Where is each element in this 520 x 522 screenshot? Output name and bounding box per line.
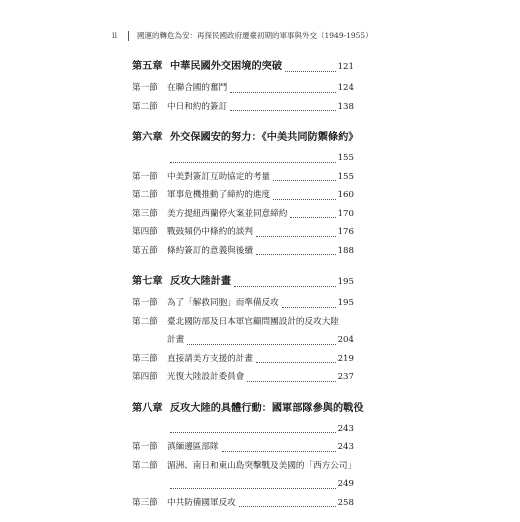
section-title-part-2: 計畫 — [167, 335, 185, 345]
section-title: 在聯合國的奮鬥 — [167, 83, 228, 93]
leader-dots — [282, 307, 336, 308]
leader-dots — [256, 236, 336, 237]
section-label: 第三節 — [132, 353, 158, 364]
section-label: 第三節 — [132, 208, 158, 219]
section-title: 美方提紐西蘭停火案並同意締約 — [167, 208, 288, 219]
leader-dots — [273, 199, 335, 200]
section-title: 直接請美方支援的計畫 — [167, 353, 253, 364]
leader-dots — [239, 506, 336, 507]
section-line-2 — [132, 331, 354, 350]
section-label: 第一節 — [132, 442, 158, 452]
section-title: 中日和約的簽訂 — [167, 101, 228, 112]
chapter-title: 反攻大陸計畫 — [170, 275, 232, 287]
section-label: 第一節 — [132, 298, 158, 308]
chapter-title: 外交保國安的努力：《中美共同防禦條約》 — [170, 131, 359, 143]
page-ref: 138 — [337, 101, 354, 112]
toc-section-entry[interactable] — [132, 438, 354, 457]
chapter-6-page-line — [132, 149, 354, 168]
page-ref: 237 — [337, 372, 354, 382]
chapter-7 — [132, 270, 354, 387]
toc-section-entry-wrapped[interactable] — [132, 313, 354, 350]
chapter-6-entry[interactable] — [132, 126, 359, 148]
toc-section-entry-wrapped[interactable] — [132, 457, 357, 494]
page-ref: 155 — [337, 153, 354, 163]
toc-section-entry[interactable] — [132, 205, 354, 224]
section-label: 第二節 — [132, 460, 158, 471]
chapter-7-entry[interactable] — [132, 270, 354, 293]
section-line-1 — [132, 313, 354, 332]
page-ref: 160 — [337, 190, 354, 200]
page-ref: 195 — [337, 298, 354, 308]
section-title: 為了「解救同胞」而準備反攻 — [167, 298, 279, 308]
leader-dots — [285, 71, 336, 72]
leader-dots — [230, 92, 335, 93]
leader-dots — [256, 254, 336, 255]
section-label: 第四節 — [132, 227, 158, 237]
chapter-8-entry[interactable] — [132, 397, 364, 419]
page-ref: 243 — [337, 423, 354, 434]
page-ref: 176 — [337, 227, 354, 237]
section-label: 第二節 — [132, 101, 158, 112]
page-ref: 188 — [337, 245, 354, 256]
leader-dots — [273, 180, 335, 181]
section-label: 第一節 — [132, 171, 158, 182]
section-line-2 — [132, 475, 354, 494]
chapter-title: 中華民國外交困境的突破 — [170, 60, 283, 72]
leader-dots — [256, 362, 336, 363]
section-label: 第二節 — [132, 190, 158, 200]
chapter-label: 第六章 — [132, 131, 163, 143]
section-label: 第二節 — [132, 316, 158, 327]
table-of-contents — [132, 55, 364, 522]
toc-section-entry[interactable] — [132, 223, 354, 242]
section-title: 湄洲、南日和東山島突擊戰及美國的「西方公司」 — [167, 460, 357, 471]
toc-section-entry[interactable] — [132, 368, 354, 387]
section-title: 中共防備國軍反攻 — [167, 497, 236, 508]
page-number: ii — [112, 31, 118, 40]
leader-dots — [170, 432, 336, 433]
section-line-1 — [132, 457, 357, 476]
page-ref: 204 — [337, 335, 354, 345]
section-title-part-1: 臺北國防部及日本軍官顧問團設計的反攻大陸 — [167, 316, 339, 327]
running-header — [112, 30, 492, 41]
chapter-5-entry[interactable] — [132, 55, 354, 78]
page-ref: 219 — [337, 353, 354, 364]
page-ref: 258 — [337, 497, 354, 508]
chapter-5 — [132, 55, 354, 116]
chapter-title: 反攻大陸的具體行動：國軍部隊參與的戰役 — [170, 401, 364, 414]
toc-section-entry[interactable] — [132, 79, 354, 98]
toc-section-entry[interactable] — [132, 494, 354, 513]
section-title: 光復大陸設計委員會 — [167, 372, 245, 382]
toc-section-entry[interactable] — [132, 168, 354, 187]
page-ref: 195 — [337, 277, 354, 287]
page-ref: 155 — [337, 171, 354, 182]
leader-dots — [234, 286, 335, 287]
page-ref: 243 — [337, 442, 354, 452]
toc-section-entry[interactable] — [132, 294, 354, 313]
leader-dots — [290, 217, 335, 218]
page-ref: 121 — [337, 62, 354, 72]
toc-section-entry[interactable] — [132, 242, 354, 261]
section-title: 條約簽訂的意義與後續 — [167, 245, 253, 256]
section-title: 中美對簽訂互助協定的考量 — [167, 171, 271, 182]
leader-dots — [170, 162, 336, 163]
toc-section-entry[interactable] — [132, 98, 354, 117]
section-label: 第一節 — [132, 83, 158, 93]
section-label: 第五節 — [132, 245, 158, 256]
leader-dots — [230, 110, 335, 111]
page-ref: 249 — [337, 479, 354, 489]
page-ref: 124 — [337, 83, 354, 93]
section-label: 第四節 — [132, 372, 158, 382]
leader-dots — [170, 488, 336, 489]
leader-dots — [247, 381, 335, 382]
chapter-label: 第五章 — [132, 60, 163, 72]
page-ref: 170 — [337, 208, 354, 219]
leader-dots — [187, 344, 335, 345]
leader-dots — [222, 451, 336, 452]
chapter-8 — [132, 397, 364, 513]
chapter-8-page-line — [132, 420, 354, 439]
header-divider — [128, 31, 129, 41]
section-title: 軍事危機推動了締約的進度 — [167, 190, 271, 200]
section-label: 第三節 — [132, 497, 158, 508]
section-title: 戰鼓頻仍中條約的談判 — [167, 227, 253, 237]
chapter-6 — [132, 126, 359, 260]
running-title: 國運的轉危為安：再探民國政府遷臺初期的軍事與外交（1949-1955） — [137, 31, 373, 40]
section-title: 滇緬邊區部隊 — [167, 442, 219, 452]
toc-section-entry[interactable] — [132, 350, 354, 369]
toc-section-entry[interactable] — [132, 186, 354, 205]
chapter-label: 第七章 — [132, 275, 163, 287]
chapter-label: 第八章 — [132, 401, 163, 414]
